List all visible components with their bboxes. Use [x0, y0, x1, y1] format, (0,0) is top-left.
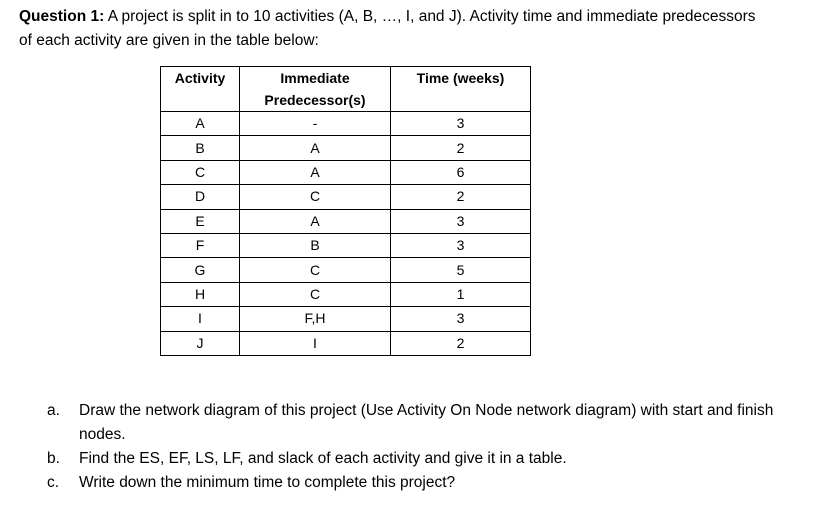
cell-activity: H [161, 282, 240, 306]
question-text [19, 5, 819, 53]
cell-activity: D [161, 185, 240, 209]
cell-predecessor: B [240, 233, 391, 257]
cell-time: 1 [391, 282, 531, 306]
cell-time: 3 [391, 233, 531, 257]
cell-activity: B [161, 136, 240, 160]
cell-activity: E [161, 209, 240, 233]
table-row [161, 112, 531, 136]
part-text: Write down the minimum time to complete this project? [79, 474, 456, 491]
cell-activity: J [161, 331, 240, 355]
question-label: Question 1: [19, 8, 105, 25]
cell-predecessor: F,H [240, 307, 391, 331]
part-letter: a. [47, 402, 60, 419]
cell-predecessor: C [240, 258, 391, 282]
table-row [161, 331, 531, 355]
cell-time: 3 [391, 307, 531, 331]
cell-predecessor: - [240, 112, 391, 136]
cell-activity: F [161, 233, 240, 257]
table-header-row [161, 67, 531, 112]
table-row [161, 185, 531, 209]
question-parts [47, 399, 817, 495]
cell-time: 2 [391, 185, 531, 209]
cell-predecessor: A [240, 160, 391, 184]
cell-predecessor: C [240, 282, 391, 306]
activity-table [160, 66, 531, 356]
cell-predecessor: C [240, 185, 391, 209]
part-b [47, 447, 817, 471]
part-text: Draw the network diagram of this project (Use Activity On Node network diagram) with start and finish nodes. [79, 402, 774, 443]
table-row [161, 282, 531, 306]
table-row [161, 307, 531, 331]
cell-predecessor: I [240, 331, 391, 355]
cell-time: 2 [391, 136, 531, 160]
part-letter: b. [47, 450, 60, 467]
cell-activity: C [161, 160, 240, 184]
table-row [161, 209, 531, 233]
cell-time: 3 [391, 209, 531, 233]
table-body [161, 112, 531, 356]
header-predecessor [240, 67, 391, 112]
cell-predecessor: A [240, 209, 391, 233]
cell-activity: A [161, 112, 240, 136]
cell-time: 3 [391, 112, 531, 136]
part-letter: c. [47, 474, 60, 491]
cell-time: 2 [391, 331, 531, 355]
question-line-1 [19, 5, 819, 29]
cell-time: 6 [391, 160, 531, 184]
part-text: Find the ES, EF, LS, LF, and slack of each activity and give it in a table. [79, 450, 567, 467]
header-time: Time (weeks) [391, 67, 531, 112]
table-row [161, 233, 531, 257]
cell-time: 5 [391, 258, 531, 282]
question-line-2: of each activity are given in the table below: [19, 32, 319, 49]
table-row [161, 258, 531, 282]
question-intro: A project is split in to 10 activities (A, B, …, I, and J). Activity time and immediate predecessors [104, 8, 756, 25]
header-predecessor-line1: Immediate [280, 70, 350, 86]
header-activity: Activity [161, 67, 240, 112]
part-a [47, 399, 817, 447]
cell-activity: I [161, 307, 240, 331]
table-row [161, 160, 531, 184]
header-predecessor-line2: Predecessor(s) [264, 92, 366, 108]
table-row [161, 136, 531, 160]
cell-predecessor: A [240, 136, 391, 160]
cell-activity: G [161, 258, 240, 282]
part-c [47, 471, 817, 495]
